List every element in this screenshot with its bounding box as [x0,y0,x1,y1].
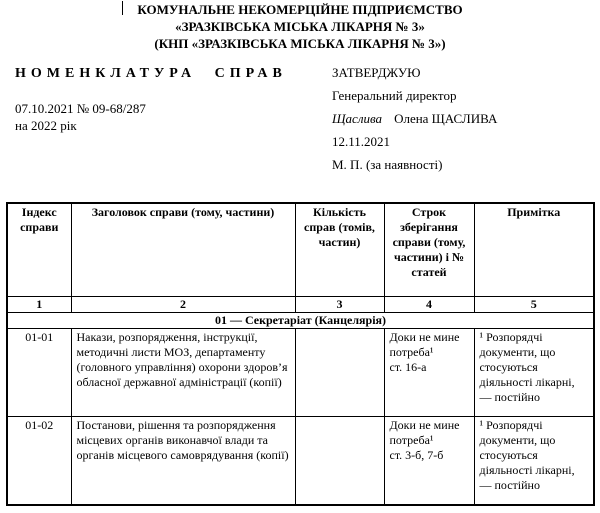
retention-term: Доки не мине потреба¹ [389,330,460,359]
retention-article: ст. 16-а [389,360,427,374]
approver-position: Генеральний директор [332,88,457,103]
signature-line [332,112,497,125]
case-title-cell: Накази, розпорядження, інструкції, методичні листи МОЗ, департаменту (головного управління) охорони здоров’я обласної державної адміністрації (копії) [71,329,295,417]
case-note-cell: ¹ Розпорядчі документи, що стосуються діяльності лікарні, — постійно [474,417,594,505]
approval-label: ЗАТВЕРДЖУЮ [332,65,421,80]
case-index-cell: 01-01 [7,329,71,417]
col-header-index: Індекс справи [7,203,71,297]
approver-name: Олена ЩАСЛИВА [394,111,498,126]
table-row [7,329,594,417]
col-header-quantity: Кількість справ (томів, частин) [295,203,384,297]
col-header-note: Примітка [474,203,594,297]
case-retention-cell [384,417,474,505]
column-number: 2 [71,297,295,313]
case-quantity-cell [295,417,384,505]
case-index-cell: 01-02 [7,417,71,505]
case-note-cell: ¹ Розпорядчі документи, що стосуються діяльності лікарні, — постійно [474,329,594,417]
table-header-row [7,203,594,297]
table-row [7,417,594,505]
approval-date: 12.11.2021 [332,134,391,149]
column-number: 5 [474,297,594,313]
section-title: 01 — Секретаріат (Канцелярія) [7,313,594,329]
section-header-row [7,313,594,329]
case-quantity-cell [295,329,384,417]
nomenclature-title: НОМЕНКЛАТУРА СПРАВ [15,66,287,81]
column-number: 1 [7,297,71,313]
document-year: на 2022 рік [15,118,77,133]
signature-facsimile: Щаслива [332,111,383,126]
col-header-retention: Строк зберігання справи (тому, частини) і № статей [384,203,474,297]
col-header-title: Заголовок справи (тому, частини) [71,203,295,297]
case-title-cell: Постанови, рішення та розпорядження місцевих органів виконавчої влади та органів місцевого самоврядування (копії) [71,417,295,505]
org-name-line2: «ЗРАЗКІВСЬКА МІСЬКА ЛІКАРНЯ № 3» [175,19,425,34]
column-number-row [7,297,594,313]
column-number: 3 [295,297,384,313]
org-name-line3: (КНП «ЗРАЗКІВСЬКА МІСЬКА ЛІКАРНЯ № 3») [154,36,446,51]
seal-note: М. П. (за наявності) [332,157,443,172]
retention-term: Доки не мине потреба¹ [389,418,460,447]
files-nomenclature-table [6,202,595,506]
retention-article: ст. 3-б, 7-б [389,448,444,462]
approval-stamp [332,66,497,181]
document-date-number: 07.10.2021 № 09-68/287 [15,101,146,116]
column-number: 4 [384,297,474,313]
org-name-line1: КОМУНАЛЬНЕ НЕКОМЕРЦІЙНЕ ПІДПРИЄМСТВО [137,2,463,17]
org-header [0,1,600,52]
case-retention-cell [384,329,474,417]
